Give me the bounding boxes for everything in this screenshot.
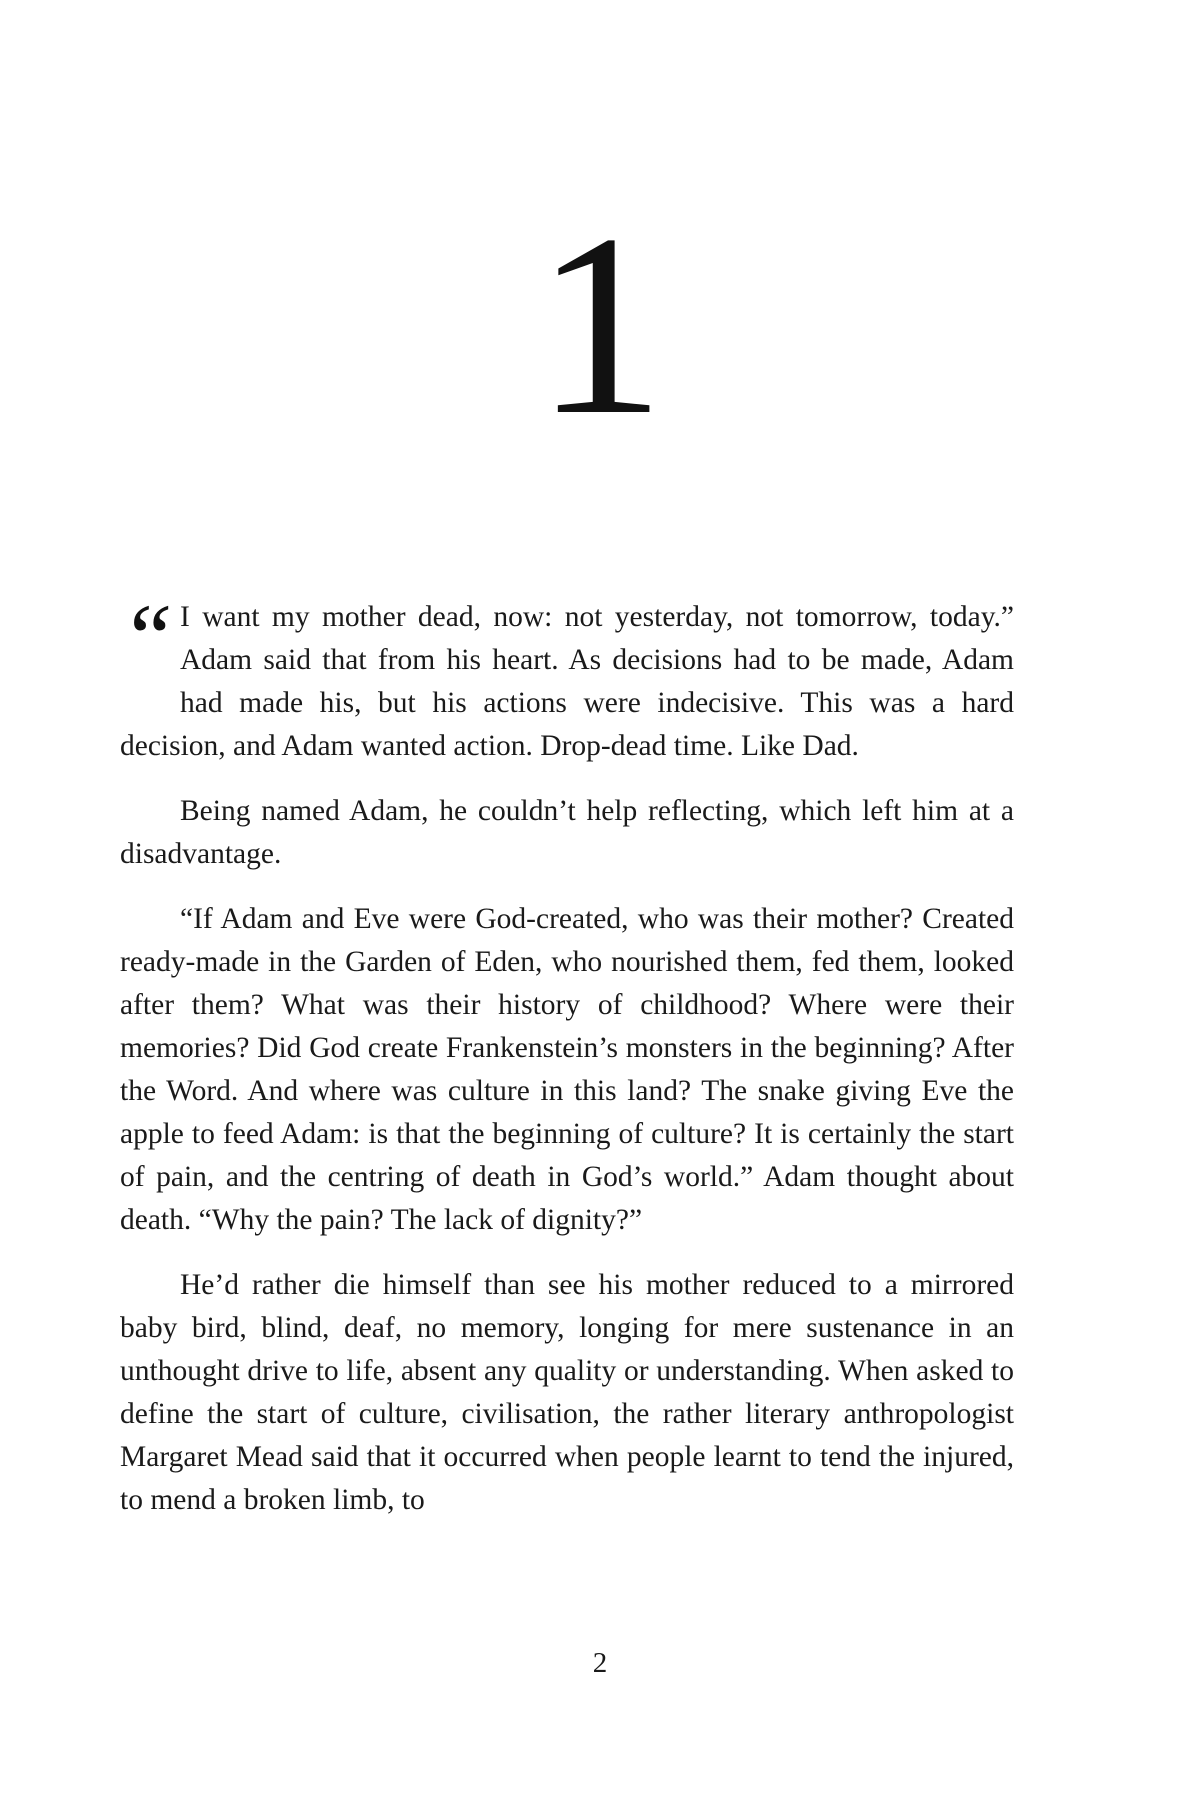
drop-quote-mark: “ [120, 584, 174, 691]
chapter-number: 1 [535, 181, 665, 469]
page-number: 2 [592, 1647, 608, 1679]
paragraph-4: He’d rather die himself than see his mother reduced to a mirrored baby bird, blind, deaf, no memory, longing for mere sustenance in an unthought drive to life, absent any quality or understanding. When asked to define the start of culture, civilisation, the rather literary anthropologist Margaret Mead said that it occurred when people learnt to tend the injured, to mend a broken limb, to [120, 1269, 1014, 1516]
paragraph-3: “If Adam and Eve were God-created, who was their mother? Created ready-made in the Garden of Eden, who nourished them, fed them, looked after them? What was their history of childhood? Where were their memories? Did God create Frankenstein’s monsters in the beginning? After the Word. And where was culture in this land? The snake giving Eve the apple to feed Adam: is that the beginning of culture? It is certainly the start of pain, and the centring of death in God’s world.” Adam thought about death. “Why the pain? The lack of dignity?” [120, 903, 1014, 1236]
body-text [120, 584, 1014, 1544]
paragraph-2: Being named Adam, he couldn’t help reflecting, which left him at a disadvantage. [120, 795, 1014, 870]
opening-paragraph-text: I want my mother dead, now: not yesterday, not tomorrow, today.” Adam said that from his heart. As decisions had to be made, Adam had made his, but his actions were indecisive. This was a hard decision, and Adam wanted action. Drop-dead time. Like Dad. [120, 601, 1014, 762]
opening-paragraph [120, 584, 1014, 768]
